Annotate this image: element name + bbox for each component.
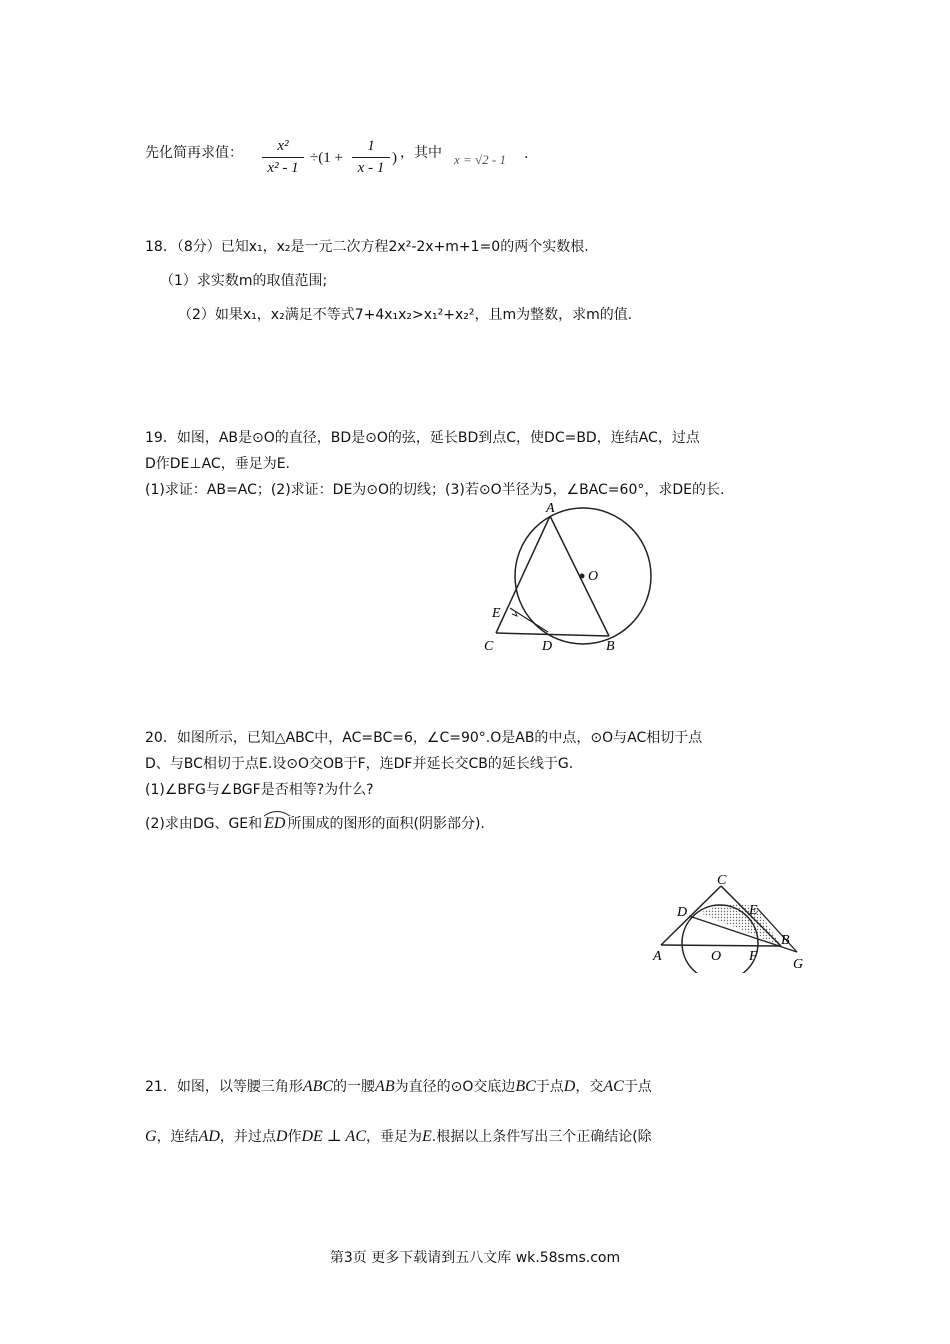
q17-divide: ÷(1 +	[310, 150, 343, 166]
q18-line-3: （2）如果x₁，x₂满足不等式7+4x₁x₂>x₁²+x₂²，且m为整数，求m的值.	[178, 307, 633, 323]
q21-text-d2: ，并过点	[219, 1129, 276, 1145]
q19-label-c: C	[484, 639, 494, 654]
q20-label-f: F	[749, 949, 758, 964]
q20-arc-mark	[262, 809, 292, 817]
q21-text-b2: ，连结	[156, 1129, 199, 1145]
q20-arc-ed	[262, 815, 287, 832]
q21-math-de-perp-ac: DE ⊥ AC	[301, 1128, 366, 1145]
q17-frac1-numerator: x²	[277, 138, 289, 154]
q19-center-dot	[580, 574, 585, 579]
q17-frac1-denominator: x² - 1	[267, 160, 299, 176]
q21-math-d2: D	[275, 1128, 288, 1145]
q21-math-ad: AD	[198, 1128, 220, 1145]
q17-frac2-numerator: 1	[367, 138, 375, 154]
q19-line-1: 19．如图，AB是⊙O的直径，BD是⊙O的弦，延长BD到点C，使DC=BD，连结AC，过点	[145, 430, 700, 446]
q21-text-f2: 作	[287, 1129, 302, 1145]
q21-text-a: 21．如图，以等腰三角形	[145, 1079, 303, 1095]
q21-text-i: ，交	[575, 1079, 604, 1095]
q21-math-ab: AB	[375, 1078, 395, 1095]
q20-line-4-post: 所围成的图形的面积(阴影部分).	[287, 816, 485, 832]
q21-line-2	[145, 1126, 652, 1146]
q21-math-abc: ABC	[302, 1078, 334, 1095]
q21-text-e: 为直径的⊙O交底边	[394, 1079, 516, 1095]
q19-label-b: B	[606, 639, 615, 654]
q20-figure	[645, 868, 820, 973]
q17-condition: x = √2 - 1	[454, 152, 507, 167]
q19-line-3: (1)求证：AB=AC；(2)求证：DE为⊙O的切线；(3)若⊙O半径为5，∠BAC=60°，求DE的长.	[145, 482, 725, 498]
q20-line-3: (1)∠BFG与∠BGF是否相等?为什么?	[145, 782, 374, 798]
page-footer: 第3页 更多下载请到五八文库 wk.58sms.com	[329, 1250, 621, 1266]
q20-line-1: 20．如图所示，已知△ABC中，AC=BC=6，∠C=90°.O是AB的中点，⊙O与AC相切于点	[145, 730, 703, 746]
q20-label-o: O	[711, 949, 722, 964]
q21-math-bc: BC	[515, 1078, 536, 1095]
q21-text-h2: ，垂足为	[365, 1129, 422, 1145]
q17-close-paren: )	[392, 150, 397, 166]
q20-line-4	[145, 813, 485, 833]
q21-line-1	[145, 1076, 652, 1096]
q17-frac2-denominator: x - 1	[357, 160, 385, 176]
q17-fraction-2	[352, 138, 390, 177]
q20-arc-ed-text: ED	[264, 815, 286, 832]
q20-label-b: B	[781, 933, 790, 948]
q20-label-d: D	[677, 905, 688, 920]
q17-fraction-1	[262, 138, 304, 177]
q21-math-d: D	[563, 1078, 576, 1095]
q19-line-2: D作DE⊥AC，垂足为E.	[145, 456, 291, 472]
q18-line-1: 18．（8分）已知x₁，x₂是一元二次方程2x²-2x+m+1=0的两个实数根.	[145, 239, 589, 255]
q21-text-j2: .根据以上条件写出三个正确结论(除	[431, 1129, 652, 1145]
q19-line-ac	[496, 516, 550, 633]
q20-line-2: D、与BC相切于点E.设⊙O交OB于F，连DF并延长交CB的延长线于G.	[145, 756, 574, 772]
q19-line-cb	[496, 633, 609, 636]
q21-math-e: E	[421, 1128, 432, 1145]
q20-label-g: G	[793, 957, 804, 972]
q20-label-a: A	[653, 949, 662, 964]
q19-label-o: O	[588, 569, 599, 584]
q19-figure	[470, 498, 670, 663]
q17-prefix: 先化简再求值：	[145, 145, 243, 161]
q21-math-g: G	[145, 1128, 157, 1145]
q17-mid: ，其中	[400, 145, 442, 161]
q18-line-2: （1）求实数m的取值范围;	[160, 273, 328, 289]
q21-text-c: 的一腰	[333, 1079, 376, 1095]
q20-label-e: E	[749, 903, 758, 918]
q17-end: .	[524, 146, 529, 162]
q21-text-k: 于点	[623, 1079, 652, 1095]
q19-label-e: E	[492, 606, 501, 621]
q20-line-ab	[661, 945, 781, 946]
q20-line-4-pre: (2)求由DG、GE和	[145, 816, 263, 832]
q20-label-c: C	[717, 873, 727, 888]
q19-label-d: D	[542, 639, 553, 654]
q21-text-g: 于点	[535, 1079, 564, 1095]
q21-math-ac: AC	[603, 1078, 624, 1095]
q19-label-a: A	[546, 501, 555, 516]
